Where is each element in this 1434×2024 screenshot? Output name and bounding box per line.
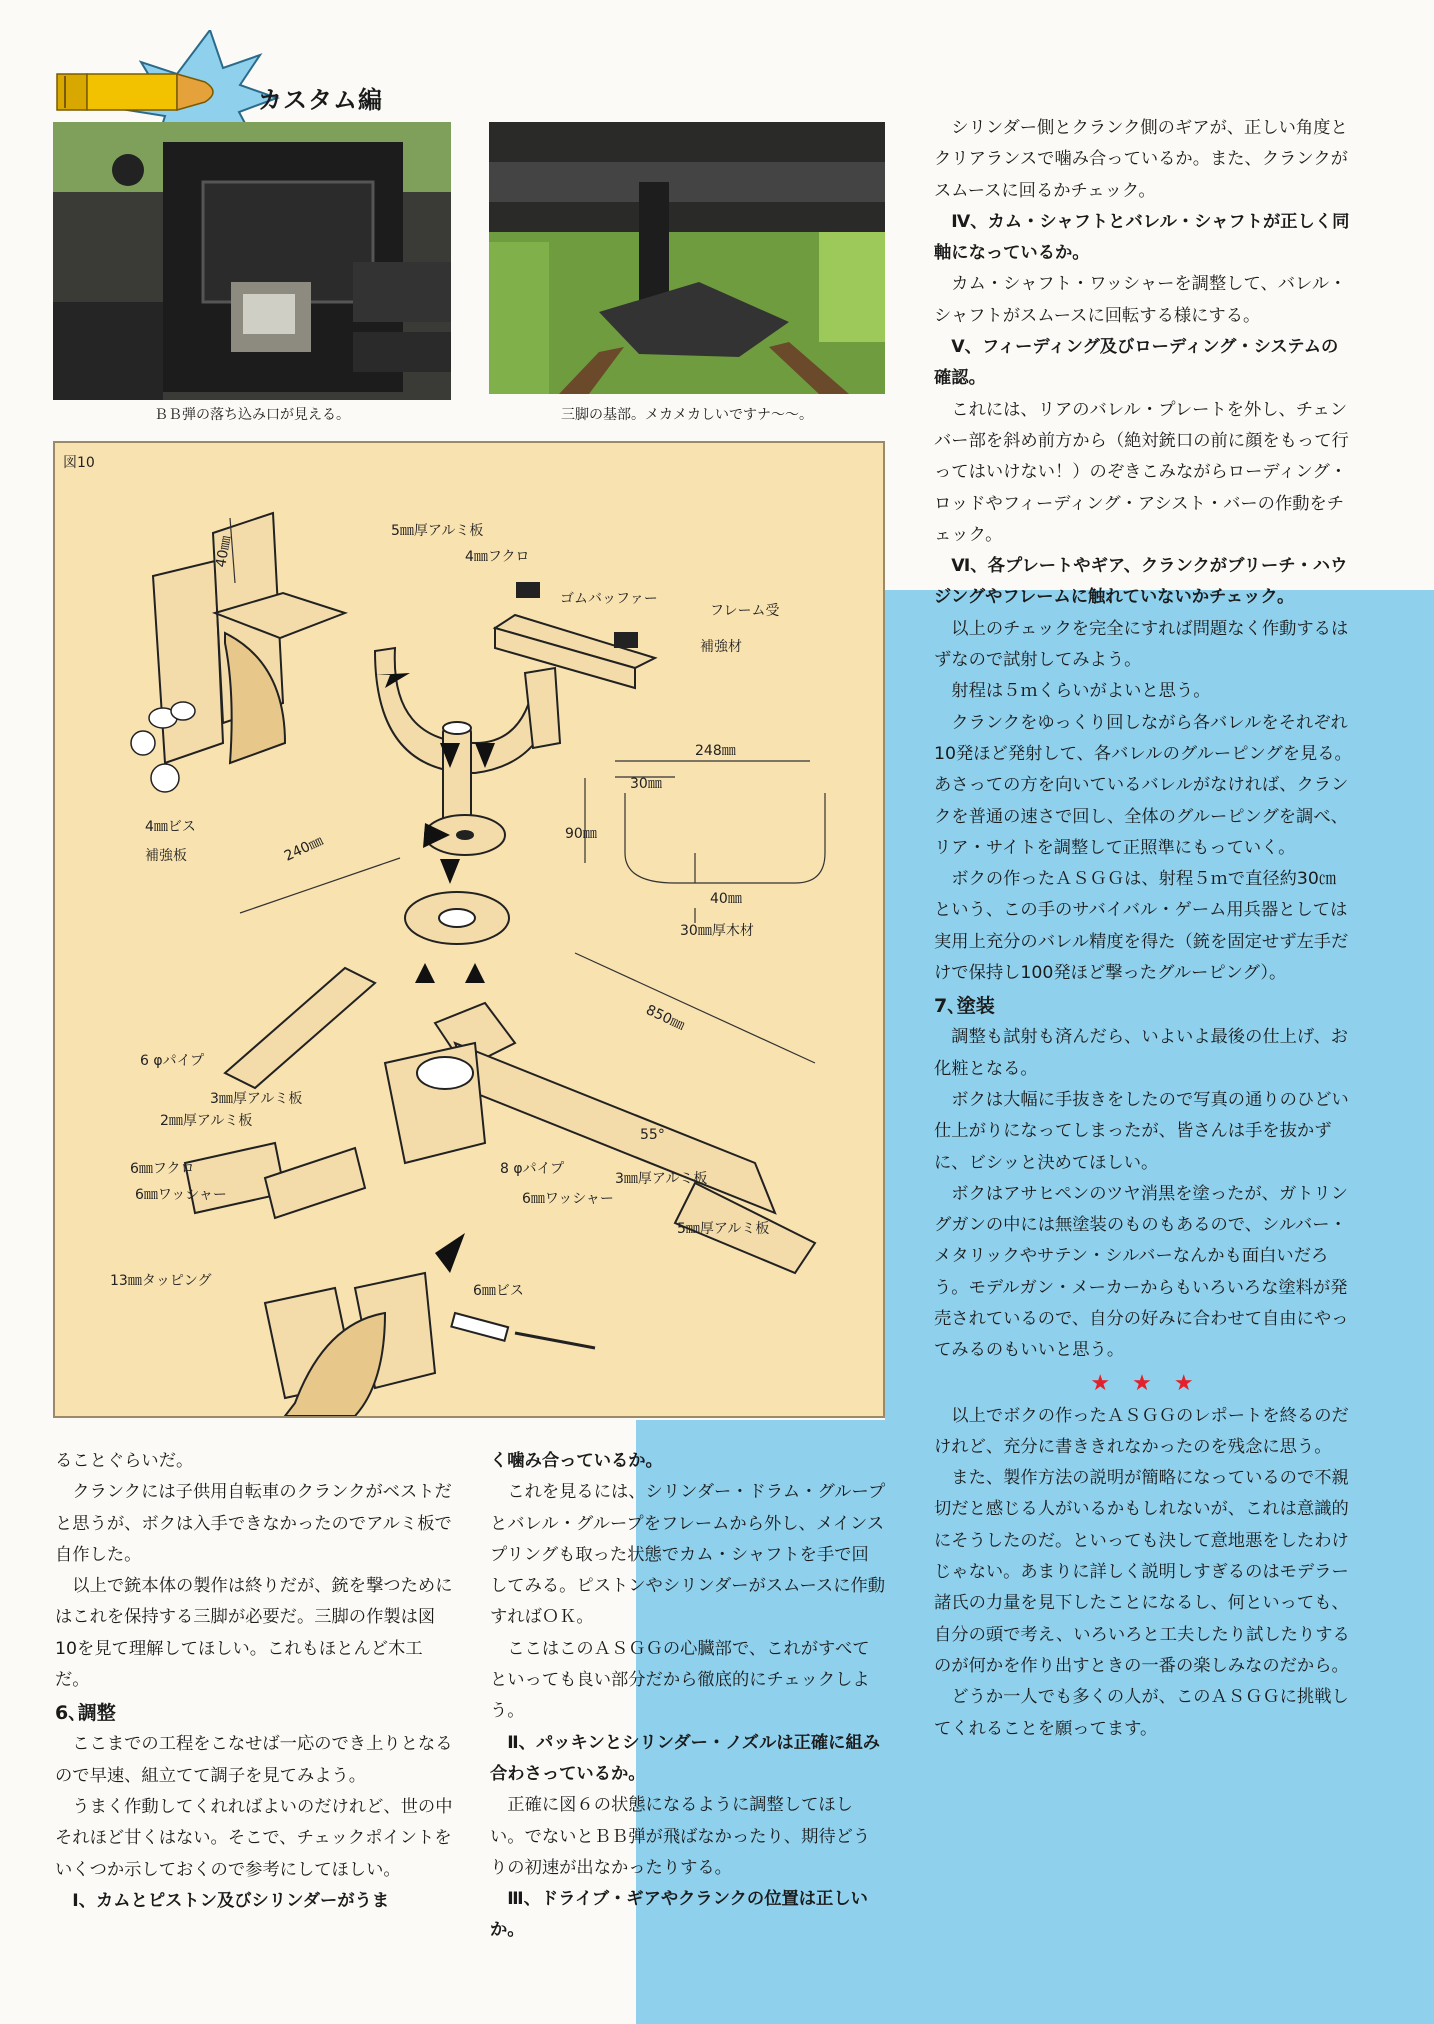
- left-column: [55, 1446, 455, 1917]
- photo-caption-1: ＢＢ弾の落ち込み口が見える。: [154, 407, 350, 423]
- lc-0: ることぐらいだ。: [55, 1451, 194, 1471]
- label-tapping13: 13㎜タッピング: [110, 1273, 212, 1289]
- label-al5b: 5㎜厚アルミ板: [677, 1221, 770, 1237]
- mc-3: Ⅱ、パッキンとシリンダー・ノズルは正確に組み合わさっているか。: [490, 1732, 881, 1784]
- label-dim30: 30㎜: [630, 776, 662, 792]
- lc-4: ここまでの工程をこなせば一応のでき上りとなるので早速、組立てて調子を見てみよう。: [55, 1734, 453, 1786]
- label-buffer: ゴムバッファー: [560, 591, 658, 607]
- figure-10-tripod-diagram: [53, 441, 885, 1418]
- label-nut6: 6㎜フクロ: [130, 1161, 195, 1177]
- mc-0: く噛み合っているか。: [490, 1451, 663, 1471]
- label-al3: 3㎜厚アルミ板: [210, 1091, 303, 1107]
- label-al5: 5㎜厚アルミ板: [391, 523, 484, 539]
- mc-4: 正確に図６の状態になるように調整してほしい。でないとＢＢ弾が飛ばなかったり、期待どうりの初速が出なかったりする。: [490, 1795, 871, 1878]
- rc-16: また、製作方法の説明が簡略になっているので不親切だと感じる人がいるかもしれないが、これは意識的にそうしたのだ。といっても決して意地悪をしたわけじゃない。あまりに詳しく説明しすぎるのはモデラー諸氏の力量を見下したことになるし、何といっても、自分の頭で考え、いろいろと工夫したり試したりするのが何かを作り出すときの一番の楽しみなのだから。: [934, 1468, 1350, 1676]
- label-washer6b: 6㎜ワッシャー: [522, 1191, 614, 1207]
- section-7-heading: 7､塗装: [934, 995, 995, 1018]
- label-al3b: 3㎜厚アルミ板: [615, 1171, 708, 1187]
- rc-3: Ⅴ、フィーディング及びローディング・システムの確認。: [934, 337, 1339, 389]
- rc-12: ボクは大幅に手抜きをしたので写真の通りのひどい仕上がりになってしまったが、皆さんは手を抜かずに、ビシッと決めてほしい。: [934, 1089, 1349, 1173]
- section-6-heading: 6､調整: [55, 1702, 116, 1725]
- mc-2: ここはこのＡＳＧＧの心臓部で、これがすべてといっても良い部分だから徹底的にチェックしよう。: [490, 1638, 870, 1722]
- rc-15: 以上でボクの作ったＡＳＧＧのレポートを終るのだけれど、充分に書ききれなかったのを残念に思う。: [934, 1405, 1349, 1457]
- rc-9: ボクの作ったＡＳＧＧは、射程５ｍで直径約30㎝という、この手のサバイバル・ゲーム用兵器としては実用上充分のバレル精度を得た（銃を固定せず左手だけで保持し100発ほど撃ったグルーピング）。: [934, 869, 1349, 984]
- photo-caption-2: 三脚の基部。メカメカしいですナ〜〜。: [561, 407, 813, 423]
- rc-17: どうか一人でも多くの人が、このＡＳＧＧに挑戦してくれることを願ってます。: [934, 1687, 1349, 1739]
- label-dim240: 240㎜: [281, 832, 326, 865]
- label-screw6: 6㎜ビス: [473, 1283, 524, 1299]
- label-al2: 2㎜厚アルミ板: [160, 1113, 253, 1129]
- rc-5: Ⅵ、各プレートやギア、クランクがブリーチ・ハウジングやフレームに触れていないかチェック。: [934, 556, 1348, 608]
- label-reinforce1: 補強材: [700, 639, 742, 655]
- rc-13: ボクはアサヒペンのツヤ消黒を塗ったが、ガトリングガンの中には無塗装のものもあるので、シルバー・メタリックやサテン・シルバーなんかも面白いだろう。モデルガン・メーカーからもいろいろな塗料が発売されているので、自分の好みに合わせて自由にやってみるのもいいと思う。: [934, 1183, 1349, 1361]
- label-reinforce2: 補強板: [145, 848, 187, 864]
- figure-label: 図10: [63, 455, 95, 471]
- rc-0: シリンダー側とクランク側のギアが、正しい角度とクリアランスで噛み合っているか。また、クランクがスムースに回るかチェック。: [934, 118, 1348, 201]
- label-dim40: 40㎜: [213, 534, 235, 569]
- upper-mount: [153, 513, 345, 763]
- label-dim850: 850㎜: [643, 1002, 687, 1034]
- lc-5: うまく作動してくれればよいのだけれど、世の中それほど甘くはない。そこで、チェックポイントをいくつか示しておくので参考にしてほしい。: [55, 1796, 453, 1880]
- label-dim90: 90㎜: [565, 826, 597, 842]
- label-nut4: 4㎜フクロ: [465, 549, 530, 565]
- photo-tripod-base: [489, 122, 885, 394]
- label-screw4: 4㎜ビス: [145, 819, 196, 835]
- label-wood30: 30㎜厚木材: [680, 923, 754, 939]
- star-divider: ★★★: [1090, 1370, 1216, 1396]
- lc-1: クランクには子供用自転車のクランクがベストだと思うが、ボクは入手できなかったのでアルミ板で自作した。: [55, 1482, 452, 1565]
- right-column: [934, 113, 1352, 1745]
- rc-1: Ⅳ、カム・シャフトとバレル・シャフトが正しく同軸になっているか。: [934, 211, 1350, 264]
- dimension-lines: [230, 518, 825, 1063]
- rc-11: 調整も試射も済んだら、いよいよ最後の仕上げ、お化粧となる。: [934, 1027, 1349, 1079]
- rc-8: クランクをゆっくり回しながら各バレルをそれぞれ10発ほど発射して、各バレルのグルーピングを見る。あさっての方を向いているバレルがなければ、クランクを普通の速さで回し、全体のグルーピングを調べ、リア・サイトを調整して正照準にもっていく。: [934, 712, 1352, 858]
- label-angle55: 55°: [640, 1127, 665, 1143]
- mc-1: これを見るには、シリンダー・ドラム・グループとバレル・グループをフレームから外し、メインスプリングも取った状態でカム・シャフトを手で回してみる。ピストンやシリンダーがスムースに作動すればＯＫ。: [490, 1482, 886, 1628]
- label-washer6: 6㎜ワッシャー: [135, 1187, 227, 1203]
- rc-6: 以上のチェックを完全にすれば問題なく作動するはずなので試射してみよう。: [934, 618, 1349, 671]
- mc-5: Ⅲ、ドライブ・ギアやクランクの位置は正しいか。: [490, 1889, 868, 1941]
- label-dim40b: 40㎜: [710, 891, 742, 907]
- label-dim248: 248㎜: [695, 743, 736, 759]
- lc-2: 以上で銃本体の製作は終りだが、銃を撃つためにはこれを保持する三脚が必要だ。三脚の作製は図10を見て理解してほしい。これもほとんど木工だ。: [55, 1576, 453, 1691]
- photo-bb-loading-port: [53, 122, 451, 400]
- middle-column: [490, 1446, 886, 1947]
- rc-2: カム・シャフト・ワッシャーを調整して、バレル・シャフトがスムースに回転する様にする。: [934, 274, 1347, 326]
- label-frame-receiver: フレーム受: [710, 603, 780, 619]
- label-pipe6: 6 φパイプ: [140, 1053, 205, 1069]
- rc-7: 射程は５ｍくらいがよいと思う。: [951, 681, 1211, 702]
- bottom-brackets: [265, 1273, 595, 1416]
- section-title: カスタム編: [258, 86, 383, 114]
- lc-6: Ⅰ、カムとピストン及びシリンダーがうま: [72, 1890, 390, 1911]
- label-pipe8: 8 φパイプ: [500, 1161, 565, 1177]
- rc-4: これには、リアのバレル・プレートを外し、チェンバー部を斜め前方から（絶対銃口の前に顔をもって行ってはいけない！）のぞきこみながらローディング・ロッドやフィーディング・アシスト・バーの作動をチェック。: [934, 399, 1349, 545]
